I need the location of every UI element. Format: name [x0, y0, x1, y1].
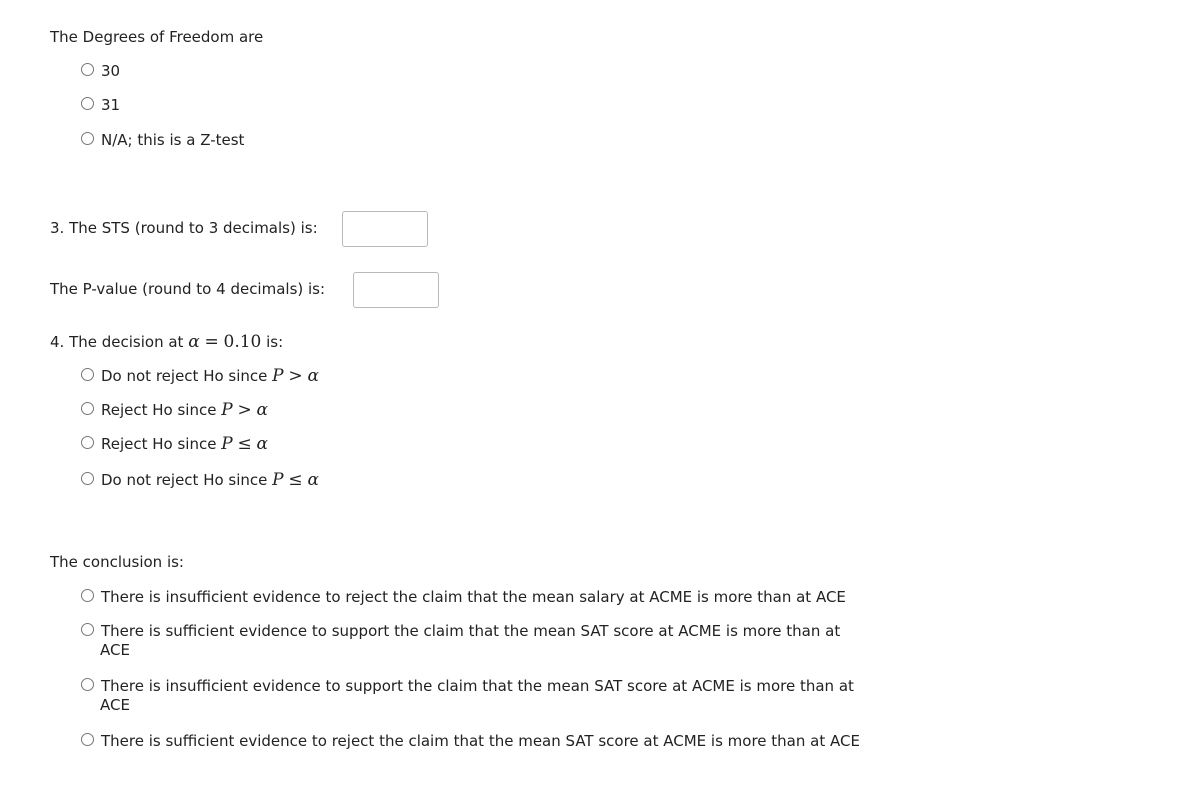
equals-sign: = — [204, 332, 219, 352]
radio-button[interactable] — [81, 678, 94, 691]
sts-question-label: 3. The STS (round to 3 decimals) is: — [50, 219, 318, 237]
radio-button[interactable] — [81, 472, 94, 485]
conclusion-option-2[interactable] — [81, 621, 840, 641]
conclusion-option-label: There is insufficient evidence to reject the claim that the mean salary at ACME is more than at ACE — [101, 588, 846, 606]
df-option-label: 31 — [101, 96, 121, 114]
df-option-31[interactable] — [81, 95, 120, 115]
decision-option-label: Reject Ho since P ≤ α — [101, 434, 268, 454]
df-option-label: 30 — [101, 62, 121, 80]
radio-button[interactable] — [81, 436, 94, 449]
conclusion-option-4[interactable] — [81, 731, 860, 751]
decision-option-1[interactable] — [81, 366, 319, 386]
pvalue-input[interactable] — [353, 272, 439, 308]
df-question-label: The Degrees of Freedom are — [50, 28, 264, 46]
decision-label-suffix: is: — [266, 333, 284, 351]
conclusion-option-label: There is sufficient evidence to reject the claim that the mean SAT score at ACME is more than at ACE — [101, 732, 860, 750]
decision-option-2[interactable] — [81, 400, 268, 420]
conclusion-option-label: There is insufficient evidence to support the claim that the mean SAT score at ACME is more than at — [101, 677, 854, 695]
df-option-label: N/A; this is a Z-test — [101, 131, 245, 149]
radio-button[interactable] — [81, 97, 94, 110]
conclusion-option-label: There is sufficient evidence to support the claim that the mean SAT score at ACME is more than at — [101, 622, 841, 640]
radio-button[interactable] — [81, 368, 94, 381]
conclusion-question-label: The conclusion is: — [50, 553, 184, 571]
radio-button[interactable] — [81, 132, 94, 145]
conclusion-option-1[interactable] — [81, 587, 846, 607]
alpha-symbol: α — [188, 332, 200, 352]
decision-label-prefix: 4. The decision at — [50, 333, 184, 351]
df-option-na[interactable] — [81, 130, 244, 150]
conclusion-option-3[interactable] — [81, 676, 854, 696]
radio-button[interactable] — [81, 589, 94, 602]
decision-option-label: Do not reject Ho since P > α — [101, 366, 319, 386]
decision-option-3[interactable] — [81, 434, 268, 454]
df-option-30[interactable] — [81, 61, 120, 81]
radio-button[interactable] — [81, 402, 94, 415]
radio-button[interactable] — [81, 63, 94, 76]
decision-option-4[interactable] — [81, 470, 319, 490]
radio-button[interactable] — [81, 733, 94, 746]
radio-button[interactable] — [81, 623, 94, 636]
decision-option-label: Reject Ho since P > α — [101, 400, 268, 420]
alpha-value: 0.10 — [223, 332, 262, 352]
decision-question-label — [50, 332, 283, 352]
conclusion-option-label-continuation: ACE — [100, 641, 130, 659]
conclusion-option-label-continuation: ACE — [100, 696, 130, 714]
sts-input[interactable] — [342, 211, 428, 247]
pvalue-question-label: The P-value (round to 4 decimals) is: — [50, 280, 326, 298]
decision-option-label: Do not reject Ho since P ≤ α — [101, 470, 319, 490]
